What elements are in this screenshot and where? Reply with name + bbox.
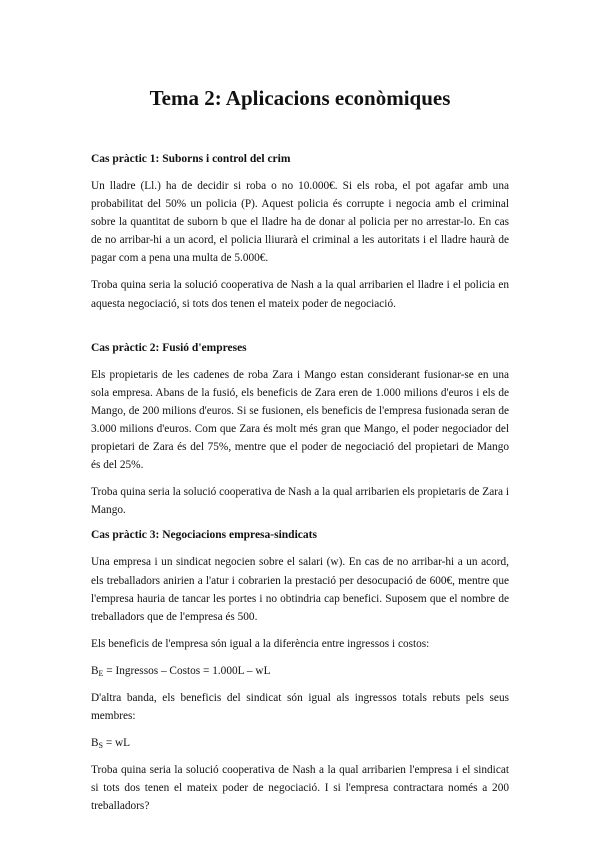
union-profit-formula [91, 734, 509, 752]
case-3 [91, 528, 509, 815]
firm-profit-subscript: E [98, 668, 104, 678]
union-profit-expression: = wL [103, 737, 131, 750]
case-2-paragraph-1: Els propietaris de les cadenes de roba Zara i Mango estan considerant fusionar-se en una sola empresa. Abans de la fusió, els beneficis de Zara eren de 1.000 milions d'euros i els de Mango, de 200 milions d'euros. Si se fusionen, els beneficis de l'empresa fusionada seran de 3.000 milions d'euros. Com que Zara és molt més gran que Mango, el poder negociador del propietari de Zara és del 75%, mentre que el poder de negociació del propietari de Mango és del 25%. [91, 368, 509, 472]
union-profit-subscript: S [98, 741, 103, 751]
document-content [91, 152, 509, 825]
case-2-title: Cas pràctic 2: Fusió d'empreses [91, 341, 247, 354]
union-profit-symbol: B [91, 737, 99, 750]
case-1-paragraph-2: Troba quina seria la solució cooperativa de Nash a la qual arribarien el lladre i el policia en aquesta negociació, si tots dos tenen el mateix poder de negociació. [91, 279, 509, 310]
firm-profit-formula [91, 662, 509, 680]
case-3-paragraph-1: Una empresa i un sindicat negocien sobre el salari (w). En cas de no arribar-hi a un acord, els treballadors anirien a l'atur i cobrarien la prestació per desocupació de 600€, mentre que l'empresa hauria de tancar les portes i no obtindria cap benefici. Suposem que el nombre de treballadors que de l'empresa és 500. [91, 556, 509, 623]
case-1-paragraph-1: Un lladre (Ll.) ha de decidir si roba o no 10.000€. Si els roba, el pot agafar amb una probabilitat del 50% un policia (P). Aquest policia és corrupte i negocia amb el criminal sobre la quantitat de suborn b que el lladre ha de donar al policia per no arrestar-lo. En cas de no arribar-hi a un acord, el policia lliurarà el criminal a les autoritats i el lladre haurà de pagar com a pena una multa de 5.000€. [91, 180, 509, 265]
case-3-paragraph-2: Els beneficis de l'empresa són igual a la diferència entre ingressos i costos: [91, 637, 430, 650]
case-2 [91, 341, 509, 520]
document-title: Tema 2: Aplicacions econòmiques [149, 86, 451, 110]
firm-profit-expression: = Ingressos – Costos = 1.000L – wL [103, 664, 271, 677]
case-2-paragraph-2: Troba quina seria la solució cooperativa de Nash a la qual arribarien els propietaris de Zara i Mango. [91, 486, 509, 517]
case-1-title: Cas pràctic 1: Suborns i control del crim [91, 153, 291, 165]
firm-profit-symbol: B [91, 664, 99, 677]
case-1 [91, 152, 509, 313]
case-3-title: Cas pràctic 3: Negociacions empresa-sindicats [91, 529, 317, 542]
case-3-paragraph-3: D'altra banda, els beneficis del sindicat són igual als ingressos totals rebuts pels seus membres: [91, 691, 509, 723]
case-3-paragraph-4: Troba quina seria la solució cooperativa de Nash a la qual arribarien l'empresa i el sindicat si tots dos tenen el mateix poder de negociació. I si l'empresa contractara només a 200 treballadors? [91, 764, 509, 813]
